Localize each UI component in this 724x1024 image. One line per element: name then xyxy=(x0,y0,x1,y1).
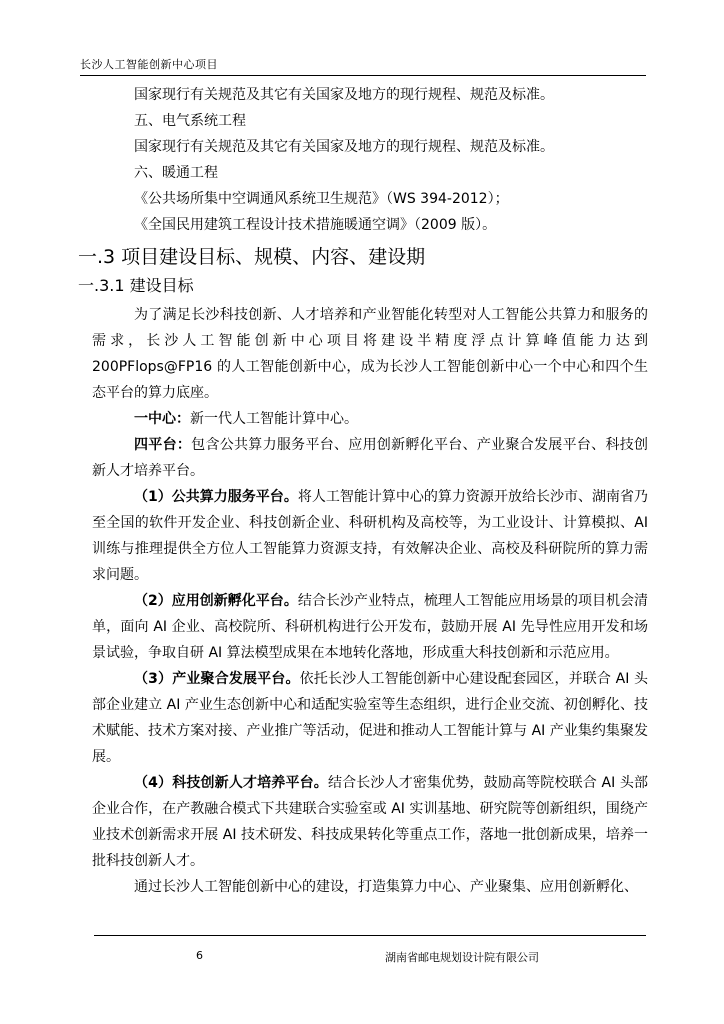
paragraph-text: 包含公共算力服务平台、应用创新孵化平台、产业聚合发展平台、科技创新人才培养平台。 xyxy=(92,437,649,479)
paragraph: 为了满足长沙科技创新、人才培养和产业智能化转型对人工智能公共算力和服务的需求，长沙人工智能创新中心项目将建设半精度浮点计算峰值能力达到 200PFlops@FP16 的人工智能创新中心，成为长沙人工智能创新中心一个中心和四个生态平台的算力底座。 xyxy=(92,307,648,401)
paragraph xyxy=(92,484,648,588)
paragraph xyxy=(92,666,648,770)
text-line: 《公共场所集中空调通风系统卫生规范》（WS 394-2012）； xyxy=(134,191,509,207)
page-number: 6 xyxy=(196,949,203,962)
text-line: 国家现行有关规范及其它有关国家及地方的现行规程、规范及标准。 xyxy=(134,87,554,103)
bold-label: （2）应用创新孵化平台。 xyxy=(134,593,298,609)
text-line: 六、暖通工程 xyxy=(134,165,218,181)
bold-label: （1）公共算力服务平台。 xyxy=(134,489,298,505)
bold-label: （4）科技创新人才培养平台。 xyxy=(134,775,328,791)
bold-label: （3）产业聚合发展平台。 xyxy=(134,671,300,687)
paragraph-text: 结合长沙人才密集优势，鼓励高等院校联合 AI 头部企业合作，在产教融合模式下共建联合实验室或 AI 实训基地、研究院等创新组织，围绕产业技术创新需求开展 AI 技术研发、科技成果转化等重点工作，落地一批创新成果，培养一批科技创新人才。 xyxy=(92,775,648,869)
paragraph xyxy=(92,406,648,432)
footer-divider xyxy=(94,935,646,936)
paragraph-text: 结合长沙产业特点，梳理人工智能应用场景的项目机会清单，面向 AI 企业、高校院所、科研机构进行公开发布，鼓励开展 AI 先导性应用开发和场景试验，争取自研 AI 算法模型成果在本地转化落地，形成重大科技创新和示范应用。 xyxy=(92,593,648,661)
paragraph: 通过长沙人工智能创新中心的建设，打造集算力中心、产业聚集、应用创新孵化、 xyxy=(134,879,638,895)
text-line: 国家现行有关规范及其它有关国家及地方的现行规程、规范及标准。 xyxy=(134,139,554,155)
bold-label: 四平台： xyxy=(134,437,192,453)
paragraph-text: 依托长沙人工智能创新中心建设配套园区，并联合 AI 头部企业建立 AI 产业生态创新中心和适配实验室等生态组织，进行企业交流、初创孵化、技术赋能、技术方案对接、产业推广等活动，促进和推动人工智能计算与 AI 产业集约集聚发展。 xyxy=(92,671,648,765)
bold-label: 一中心： xyxy=(134,411,190,427)
subsection-heading: 一.3.1 建设目标 xyxy=(78,276,194,295)
header-divider xyxy=(80,75,646,76)
paragraph xyxy=(92,432,648,484)
text-line: 五、电气系统工程 xyxy=(134,113,246,129)
page-header-title: 长沙人工智能创新中心项目 xyxy=(80,58,218,71)
paragraph xyxy=(92,588,648,666)
paragraph-text: 新一代人工智能计算中心。 xyxy=(190,411,358,427)
text-line: 《全国民用建筑工程设计技术措施暖通空调》（2009 版）。 xyxy=(134,217,497,233)
document-body xyxy=(78,82,649,900)
paragraph-text: 将人工智能计算中心的算力资源开放给长沙市、湖南省乃至全国的软件开发企业、科技创新企业、科研机构及高校等，为工业设计、计算模拟、AI 训练与推理提供全方位人工智能算力资源支持，有效解决企业、高校及科研院所的算力需求问题。 xyxy=(92,489,648,583)
paragraph xyxy=(92,770,648,874)
footer-company: 湖南省邮电规划设计院有限公司 xyxy=(385,951,539,964)
section-heading: 一.3 项目建设目标、规模、内容、建设期 xyxy=(78,246,426,268)
